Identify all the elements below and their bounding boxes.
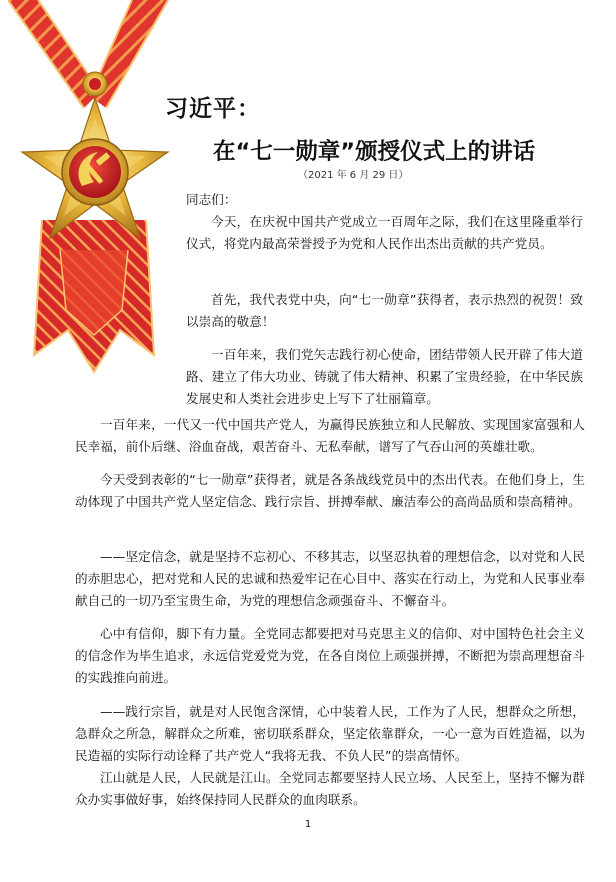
paragraph-8: ——践行宗旨，就是对人民饱含深情，心中装着人民，工作为了人民，想群众之所想，急群众之所急，解群众之所难，密切联系群众，坚定依靠群众，一心一意为百姓造福，以为民造福的实际行动诠释了共产党人“我将无我、不负人民”的崇高情怀。: [75, 704, 585, 764]
paragraph-7: 心中有信仰，脚下有力量。全党同志都要把对马克思主义的信仰、对中国特色社会主义的信念作为毕生追求，永远信党爱党为党，在各自岗位上顽强拼搏，不断把为崇高理想奋斗的实践推向前进。: [75, 626, 585, 686]
paragraph-1: 今天，在庆祝中国共产党成立一百周年之际，我们在这里隆重举行仪式，将党内最高荣誉授予为党和人民作出杰出贡献的共产党员。: [186, 214, 583, 252]
paragraph-5: 今天受到表彰的“七一勋章”获得者，就是各条战线党员中的杰出代表。在他们身上，生动体现了中国共产党人坚定信念、践行宗旨、拼搏奉献、廉洁奉公的高尚品质和崇高精神。: [75, 472, 585, 510]
speech-date: （2021 年 6 月 29 日）: [298, 170, 409, 181]
paragraph-3: 一百年来，我们党矢志践行初心使命，团结带领人民开辟了伟大道路、建立了伟大功业、铸就了伟大精神、积累了宝贵经验，在中华民族发展史和人类社会进步史上写下了壮丽篇章。: [186, 347, 583, 407]
paragraph-2: 首先，我代表党中央，向“七一勋章”获得者，表示热烈的祝贺！致以崇高的敬意！: [186, 292, 583, 330]
document-title: 习近平：: [165, 96, 261, 122]
paragraph-9: 江山就是人民，人民就是江山。全党同志都要坚持人民立场、人民至上，坚持不懈为群众办实事做好事，始终保持同人民群众的血肉联系。: [75, 770, 585, 808]
medal-ribbon-image: [8, 0, 176, 390]
page-number: 1: [304, 819, 312, 830]
document-subtitle: 在“七一勋章”颁授仪式上的讲话: [213, 139, 536, 165]
salutation: 同志们：: [186, 192, 237, 207]
paragraph-6: ——坚定信念，就是坚持不忘初心、不移其志，以坚忍执着的理想信念，以对党和人民的赤胆忠心，把对党和人民的忠诚和热爱牢记在心目中、落实在行动上，为党和人民事业奉献自己的一切乃至宝贵生命，为党的理想信念顽强奋斗、不懈奋斗。: [75, 549, 585, 609]
paragraph-4: 一百年来，一代又一代中国共产党人，为赢得民族独立和人民解放、实现国家富强和人民幸福，前仆后继、浴血奋战，艰苦奋斗、无私奉献，谱写了气吞山河的英雄壮歌。: [75, 417, 585, 455]
